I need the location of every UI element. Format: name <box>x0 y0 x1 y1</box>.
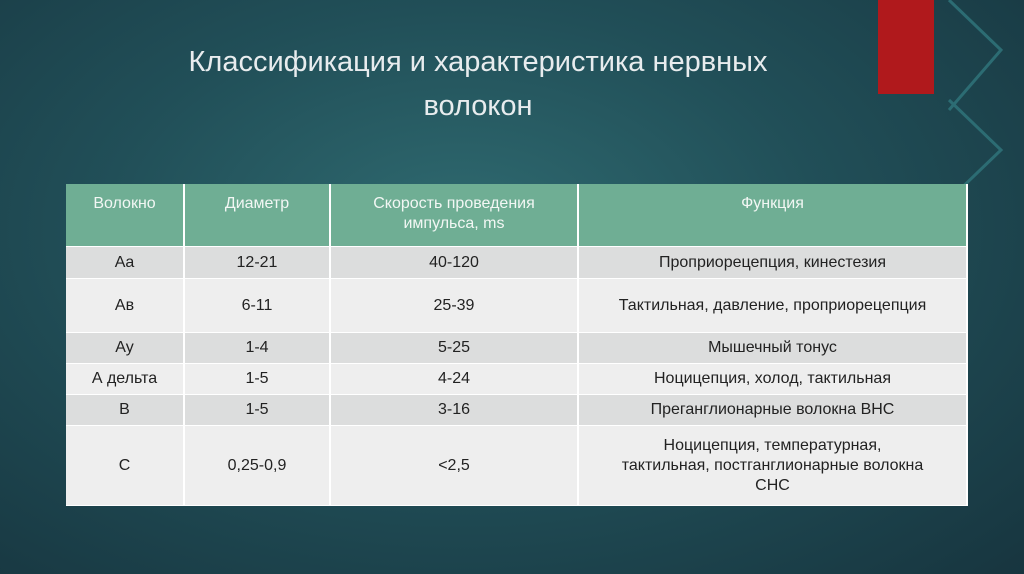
header-diameter: Диаметр <box>184 184 330 247</box>
table-header-row <box>66 184 967 247</box>
cell-function: Проприорецепция, кинестезия <box>578 247 967 279</box>
cell-fiber: В <box>66 395 184 426</box>
cell-speed: 25-39 <box>330 279 578 333</box>
cell-diameter: 1-5 <box>184 364 330 395</box>
title-line-1: Классификация и характеристика нервных <box>188 46 768 78</box>
cell-speed: 3-16 <box>330 395 578 426</box>
cell-speed: 4-24 <box>330 364 578 395</box>
page-title <box>118 40 838 128</box>
cell-fiber: Ау <box>66 333 184 364</box>
cell-function: Ноцицепция, температурная, тактильная, постганглионарные волокна СНС <box>578 426 967 506</box>
cell-diameter: 12-21 <box>184 247 330 279</box>
cell-function: Мышечный тонус <box>578 333 967 364</box>
arrow-decoration-icon <box>945 0 1005 200</box>
cell-diameter: 0,25-0,9 <box>184 426 330 506</box>
table-row <box>66 247 967 279</box>
cell-diameter: 1-4 <box>184 333 330 364</box>
cell-fiber: Aa <box>66 247 184 279</box>
cell-function: Тактильная, давление, проприорецепция <box>578 279 967 333</box>
cell-diameter: 1-5 <box>184 395 330 426</box>
table-row <box>66 426 967 506</box>
cell-function: Преганглионарные волокна ВНС <box>578 395 967 426</box>
cell-speed: 5-25 <box>330 333 578 364</box>
fiber-table-container <box>66 184 967 496</box>
fiber-classification-table <box>66 184 968 506</box>
cell-fiber: Ав <box>66 279 184 333</box>
table-row <box>66 333 967 364</box>
table-row <box>66 279 967 333</box>
table-row <box>66 364 967 395</box>
title-line-2: волокон <box>423 90 533 122</box>
header-fiber: Волокно <box>66 184 184 247</box>
cell-fiber: А дельта <box>66 364 184 395</box>
cell-fiber: С <box>66 426 184 506</box>
table-row <box>66 395 967 426</box>
cell-diameter: 6-11 <box>184 279 330 333</box>
cell-speed: 40-120 <box>330 247 578 279</box>
red-accent-tab <box>878 0 934 94</box>
header-speed: Скорость проведения импульса, ms <box>330 184 578 247</box>
cell-function: Ноцицепция, холод, тактильная <box>578 364 967 395</box>
header-function: Функция <box>578 184 967 247</box>
cell-speed: <2,5 <box>330 426 578 506</box>
